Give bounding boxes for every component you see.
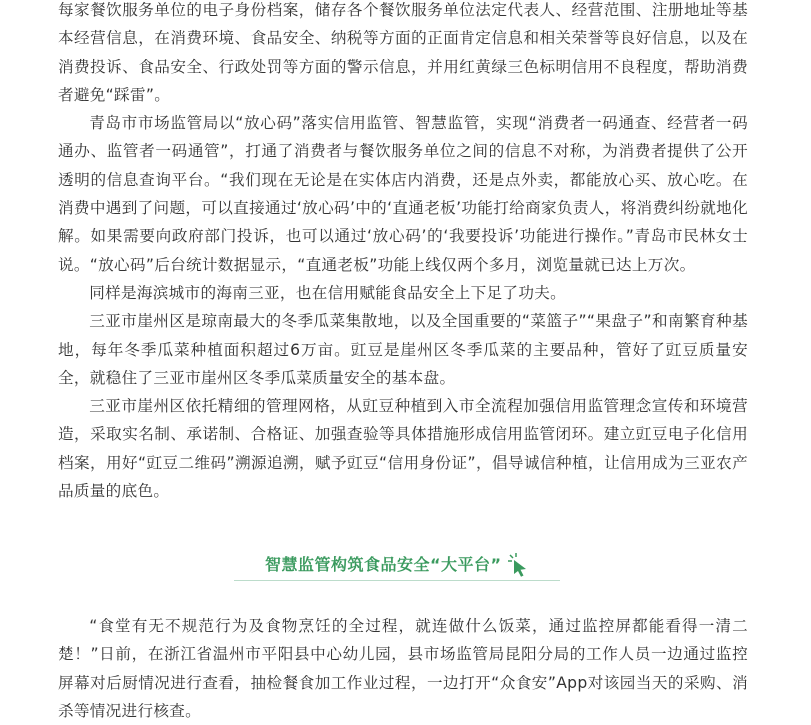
paragraph-kindergarten-monitoring: “食堂有无不规范行为及食物烹饪的全过程，就连做什么饭菜，通过监控屏都能看得一清二楚！”日前，在浙江省温州市平阳县中心幼儿园，县市场监管局昆阳分局的工作人员一边通过监控屏幕对后厨情况进行查看，抽检餐食加工作业过程，一边打开“众食安”App对该园当天的采购、消杀等情况进行核查。 — [58, 617, 748, 720]
paragraph-yazhou-vegetables: 三亚市崖州区是琼南最大的冬季瓜菜集散地，以及全国重要的“菜篮子”“果盘子”和南繁育种基地，每年冬季瓜菜种植面积超过6万亩。豇豆是崖州区冬季瓜菜的主要品种，管好了豇豆质量安全，就稳住了三亚市崖州区冬季瓜菜质量安全的基本盘。 — [58, 312, 748, 387]
article-body-top — [58, 0, 748, 505]
paragraph-credit-archive: 每家餐饮服务单位的电子身份档案，储存各个餐饮服务单位法定代表人、经营范围、注册地址等基本经营信息，在消费环境、食品安全、纳税等方面的正面肯定信息和相关荣誉等良好信息，以及在消费投诉、食品安全、行政处罚等方面的警示信息，并用红黄绿三色标明信用不良程度，帮助消费者避免“踩雷”。 — [58, 1, 748, 104]
paragraph-qingdao-code: 青岛市市场监管局以“放心码”落实信用监管、智慧监管，实现“消费者一码通查、经营者一码通办、监管者一码通管”，打通了消费者与餐饮服务单位之间的信息不对称，为消费者提供了公开透明的信息查询平台。“我们现在无论是在实体店内消费，还是点外卖，都能放心买、放心吃。在消费中遇到了问题，可以直接通过‘放心码’中的‘直通老板’功能打给商家负责人，将消费纠纷就地化解。如果需要向政府部门投诉，也可以通过‘放心码’的‘我要投诉’功能进行操作。”青岛市民林女士说。“放心码”后台统计数据显示，“直通老板”功能上线仅两个多月，浏览量就已达上万次。 — [58, 114, 748, 274]
paragraph-yazhou-credit: 三亚市崖州区依托精细的管理网格，从豇豆种植到入市全流程加强信用监管理念宣传和环境营造，采取实名制、承诺制、合格证、加强查验等具体措施形成信用监管闭环。建立豇豆电子化信用档案，用好“豇豆二维码”溯源追溯，赋予豇豆“信用身份证”，倡导诚信种植，让信用成为三亚农产品质量的底色。 — [58, 397, 748, 501]
article-body-bottom — [58, 612, 748, 725]
section-heading-title: 智慧监管构筑食品安全“大平台” — [265, 555, 502, 574]
section-heading — [0, 548, 811, 588]
paragraph-sanya-intro: 同样是海滨城市的海南三亚，也在信用赋能食品安全上下足了功夫。 — [89, 283, 567, 302]
heading-underline-divider — [234, 580, 560, 581]
cursor-arrow-icon — [507, 552, 529, 578]
